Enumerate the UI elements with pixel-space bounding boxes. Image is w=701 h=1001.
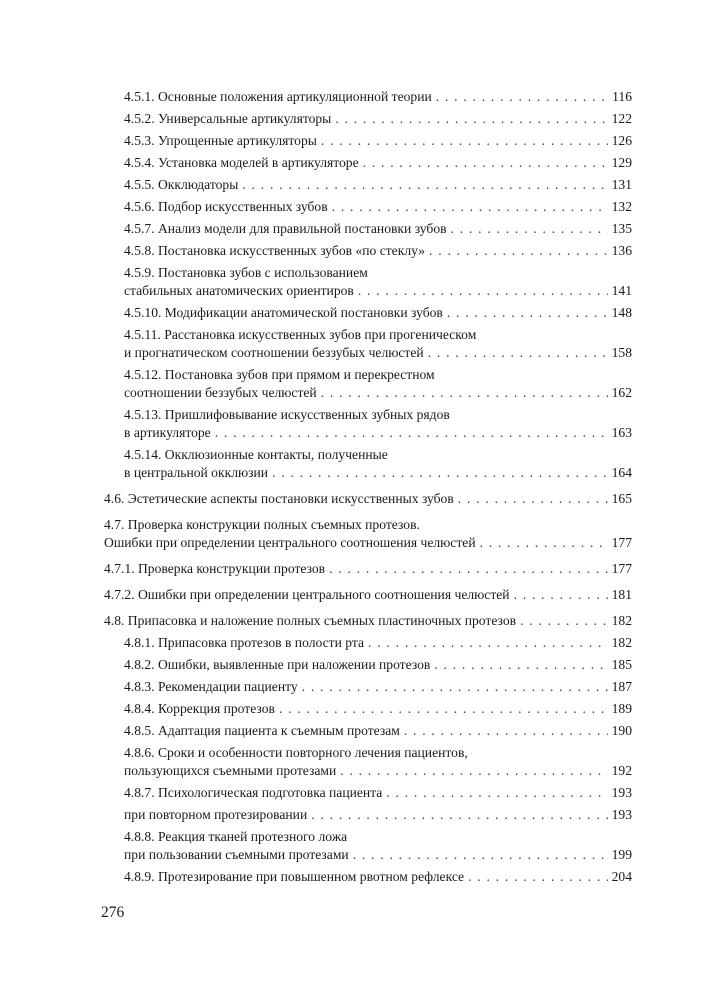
toc-entry-4-5-2[interactable] xyxy=(124,110,632,128)
toc-entry-page: 193 xyxy=(611,807,632,822)
toc-entry-page: 190 xyxy=(611,723,632,738)
toc-entry-title: 4.5.10. Модификации анатомической постановки зубов xyxy=(124,305,443,320)
toc-entry-page: 126 xyxy=(611,133,632,148)
toc-entry-page: 116 xyxy=(612,89,632,104)
toc-entry-4-7[interactable] xyxy=(104,516,632,552)
toc-entry-page: 132 xyxy=(611,199,632,214)
toc-entry-page: 182 xyxy=(611,635,632,650)
toc-entry-4-8-6[interactable] xyxy=(124,744,632,780)
toc-entry-4-8-7[interactable] xyxy=(124,784,632,802)
toc-entry-page: 162 xyxy=(611,385,632,400)
toc-entry-title-cont: соотношении беззубых челюстей xyxy=(124,385,317,400)
toc-entry-title: 4.5.11. Расстановка искусственных зубов при прогеническом xyxy=(124,327,477,342)
toc-entry-4-5-12[interactable] xyxy=(124,366,632,402)
toc-entry-title: 4.7. Проверка конструкции полных съемных протезов. xyxy=(104,517,420,532)
toc-entry-page: 163 xyxy=(611,425,632,440)
toc-entry-title: 4.8. Припасовка и наложение полных съемных пластиночных протезов xyxy=(104,613,517,628)
toc-entry-title-cont: в артикуляторе xyxy=(124,425,211,440)
toc-entry-title: 4.5.6. Подбор искусственных зубов xyxy=(124,199,328,214)
toc-entry-4-5-14[interactable] xyxy=(124,446,632,482)
toc-entry-title: 4.8.9. Протезирование при повышенном рвотном рефлексе xyxy=(124,869,465,884)
toc-entry-page: 204 xyxy=(611,869,632,884)
toc-entry-page: 129 xyxy=(611,155,632,170)
toc-entry-title: 4.5.14. Окклюзионные контакты, полученные xyxy=(124,447,388,462)
toc-entry-4-7-2[interactable] xyxy=(104,586,632,604)
toc-entry-4-5-6[interactable] xyxy=(124,198,632,216)
toc-entry-page: 189 xyxy=(611,701,632,716)
toc-entry-title: 4.6. Эстетические аспекты постановки искусственных зубов xyxy=(104,491,454,506)
toc-entry-page: 181 xyxy=(611,587,632,602)
toc-entry-title: 4.5.12. Постановка зубов при прямом и перекрестном xyxy=(124,367,435,382)
toc-entry-title: 4.5.1. Основные положения артикуляционной теории xyxy=(124,89,432,104)
toc-entry-title: при повторном протезировании xyxy=(124,807,308,822)
toc-entry-page: 136 xyxy=(611,243,632,258)
toc-entry-title: 4.7.2. Ошибки при определении центрального соотношения челюстей xyxy=(104,587,510,602)
toc-entry-4-5-8[interactable] xyxy=(124,242,632,260)
toc-entry-page: 158 xyxy=(611,345,632,360)
toc-entry-4-8-3[interactable] xyxy=(124,678,632,696)
toc-entry-page: 177 xyxy=(611,535,632,550)
toc-entry-4-5-10[interactable] xyxy=(124,304,632,322)
toc-entry-4-5-7[interactable] xyxy=(124,220,632,238)
toc-entry-title: 4.5.2. Универсальные артикуляторы xyxy=(124,111,332,126)
toc-entry-title: 4.8.5. Адаптация пациента к съемным протезам xyxy=(124,723,400,738)
toc-entry-page: 185 xyxy=(611,657,632,672)
toc-entry-4-5-4[interactable] xyxy=(124,154,632,172)
toc-entry-4-5-9[interactable] xyxy=(124,264,632,300)
toc-entry-title: 4.5.13. Пришлифовывание искусственных зубных рядов xyxy=(124,407,450,422)
toc-entry-title-cont: и прогнатическом соотношении беззубых челюстей xyxy=(124,345,424,360)
toc-entry-page: 177 xyxy=(611,561,632,576)
toc-entry-4-8-2[interactable] xyxy=(124,656,632,674)
toc-entry-page: 131 xyxy=(611,177,632,192)
toc-entry-page: 148 xyxy=(611,305,632,320)
toc-entry-title: 4.5.9. Постановка зубов с использованием xyxy=(124,265,368,280)
toc-entry-title: 4.5.5. Окклюдаторы xyxy=(124,177,239,192)
toc-entry-title: 4.8.2. Ошибки, выявленные при наложении протезов xyxy=(124,657,431,672)
toc-entry-title: 4.8.4. Коррекция протезов xyxy=(124,701,275,716)
toc-entry-page: 187 xyxy=(611,679,632,694)
toc-entry-4-8-7-cont[interactable] xyxy=(124,806,632,824)
toc-entry-title-cont: пользующихся съемными протезами xyxy=(124,763,337,778)
toc-entry-page: 122 xyxy=(611,111,632,126)
toc-entry-title-cont: Ошибки при определении центрального соотношения челюстей xyxy=(104,535,476,550)
toc-entry-title-cont: при пользовании съемными протезами xyxy=(124,847,349,862)
toc-entry-page: 141 xyxy=(611,283,632,298)
toc-entry-4-5-13[interactable] xyxy=(124,406,632,442)
toc-entry-4-8-9[interactable] xyxy=(124,868,632,886)
toc-entry-title: 4.7.1. Проверка конструкции протезов xyxy=(104,561,326,576)
toc-entry-page: 192 xyxy=(611,763,632,778)
toc-entry-4-5-3[interactable] xyxy=(124,132,632,150)
toc-entry-page: 199 xyxy=(611,847,632,862)
toc-entry-page: 165 xyxy=(611,491,632,506)
toc-entry-4-5-1[interactable] xyxy=(124,88,632,106)
toc-entry-title: 4.8.8. Реакция тканей протезного ложа xyxy=(124,829,348,844)
toc-entry-title: 4.5.3. Упрощенные артикуляторы xyxy=(124,133,317,148)
toc-entry-title: 4.8.7. Психологическая подготовка пациента xyxy=(124,785,383,800)
toc-entry-title-cont: стабильных анатомических ориентиров xyxy=(124,283,354,298)
toc-entry-page: 135 xyxy=(611,221,632,236)
toc-entry-4-8-8[interactable] xyxy=(124,828,632,864)
toc-entry-title: 4.5.8. Постановка искусственных зубов «по стеклу» xyxy=(124,243,426,258)
toc-entry-title: 4.8.6. Сроки и особенности повторного лечения пациентов, xyxy=(124,745,468,760)
table-of-contents xyxy=(104,88,632,886)
toc-entry-title-cont: в центральной окклюзии xyxy=(124,465,269,480)
toc-entry-4-8-1[interactable] xyxy=(124,634,632,652)
toc-entry-4-5-5[interactable] xyxy=(124,176,632,194)
toc-entry-page: 182 xyxy=(611,613,632,628)
toc-entry-title: 4.8.3. Рекомендации пациенту xyxy=(124,679,298,694)
toc-entry-page: 193 xyxy=(611,785,632,800)
toc-entry-4-5-11[interactable] xyxy=(124,326,632,362)
toc-entry-title: 4.5.7. Анализ модели для правильной постановки зубов xyxy=(124,221,447,236)
toc-entry-4-8[interactable] xyxy=(104,612,632,630)
toc-entry-title: 4.5.4. Установка моделей в артикуляторе xyxy=(124,155,359,170)
toc-entry-title: 4.8.1. Припасовка протезов в полости рта xyxy=(124,635,365,650)
page-number: 276 xyxy=(101,904,125,921)
toc-entry-4-8-5[interactable] xyxy=(124,722,632,740)
toc-entry-4-7-1[interactable] xyxy=(104,560,632,578)
toc-entry-4-6[interactable] xyxy=(104,490,632,508)
toc-entry-4-8-4[interactable] xyxy=(124,700,632,718)
toc-entry-page: 164 xyxy=(611,465,632,480)
